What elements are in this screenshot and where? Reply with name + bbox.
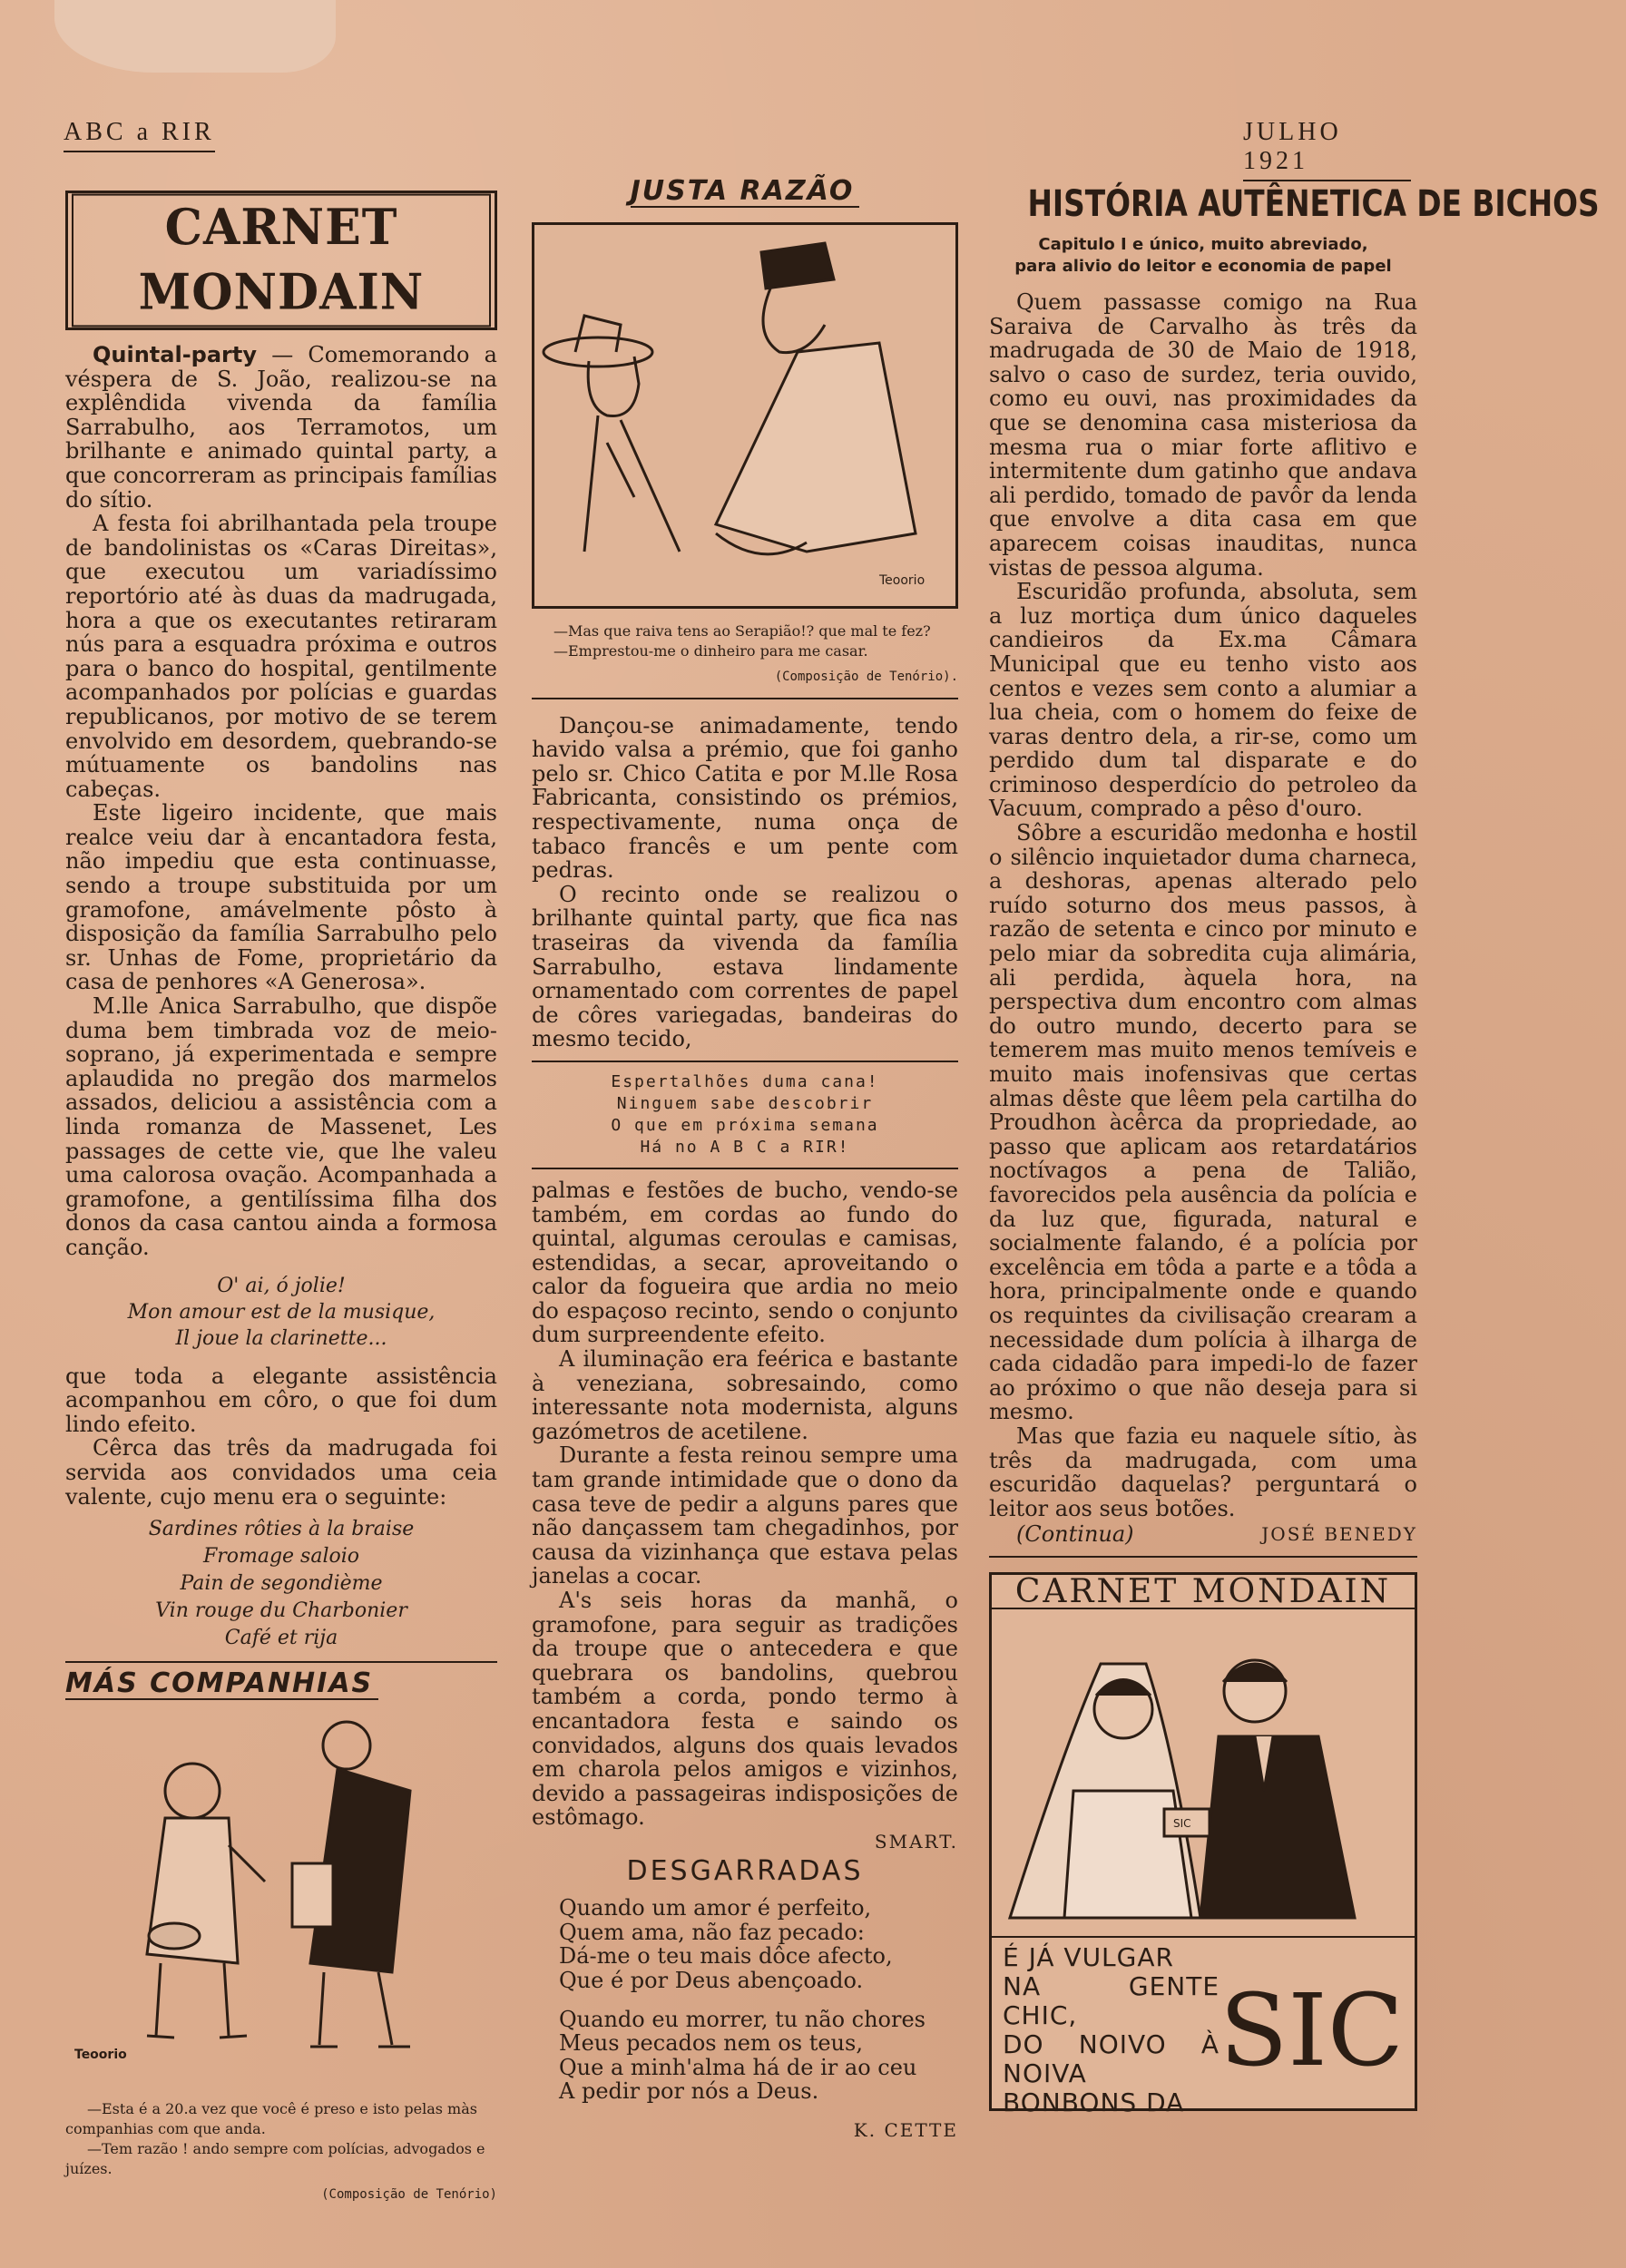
menu-item: Fromage saloio <box>202 1545 360 1569</box>
justa-razao-caption <box>532 621 958 687</box>
paragraph: M.lle Anica Sarrabulho, que dispõe duma bem timbrada voz de meio-soprano, já experimentada e sempre aplaudida no pregão dos marmelos assados, deliciou a assistência com a linda romanza de Massenet, Les passages de cette vie, que lhe valeu uma calorosa ovação. Acompanhada a gramofone, a gentilíssima filha dos donos da casa cantou ainda a formosa canção. <box>65 993 497 1260</box>
verse <box>65 1273 497 1352</box>
subtitle-line: para alivio do leitor e economia de papel <box>1014 257 1392 276</box>
subtitle-line: Capitulo I e único, muito abreviado, <box>1038 235 1368 254</box>
menu-item: Pain de segondième <box>180 1572 383 1596</box>
signature-smart: SMART. <box>874 1830 958 1853</box>
desgarradas-title: DESGARRADAS <box>626 1854 864 1887</box>
paragraph: Escuridão profunda, absoluta, sem a luz mortiça dum único daqueles candieiros da Ex.ma Câmara Municipal que eu tenho visto aos centos e vezes sem conto a alumiar a lua cheia, com o homem do feixe de varas dentro dela, a rir-se, como um perdido dum tal disparate e do criminoso desperdício do petroleo da Vacuum, comprado a pêso d'ouro. <box>989 579 1417 822</box>
justa-razao-cartoon <box>532 222 958 609</box>
verse-line: Il joue la clarinette... <box>175 1326 387 1350</box>
justa-razao-title: JUSTA RAZÃO <box>631 180 860 208</box>
divider <box>532 698 958 699</box>
paragraph: O recinto onde se realizou o brilhante quintal party, que fica nas traseiras da vivenda da família Sarrabulho, estava lindamente ornamentado com correntes de papel de côres variegadas, bandeiras do mesmo tecido, <box>532 881 958 1052</box>
cartoon-credit: (Composição de Tenório) <box>321 2186 497 2202</box>
ad-line: NA GENTE CHIC, <box>1003 1971 1220 2031</box>
carnet-mondain-masthead <box>65 191 497 330</box>
divider <box>989 1556 1417 1558</box>
ad-illustration <box>992 1609 1415 1938</box>
historia-footer <box>989 1522 1417 1547</box>
paragraph: Cêrca das três da madrugada foi servida aos convidados uma ceia valente, cujo menu era o seguinte: <box>65 1435 497 1510</box>
paragraph: Sôbre a escuridão medonha e hostil o silêncio inquietador duma charneca, a deshoras, apenas alterado pelo ruído soturno dos meus passos, à razão de setenta e cinco por minuto e pelo miar da sobredita cuja alimária, ali perdida, àquela hora, na perspectiva dum encontro com almas do outro mundo, decerto para se temerem mas muito menos temíveis e muito mais inofensivas que certas almas dêste que lêem pela cartilha do Proudhon àcêrca da propriedade, ao passo que aplicam aos retardatários noctívagos a pena de Talião, favorecidos pela ausência da polícia e da luz que, figurada, natural e socialmente falando, é a polícia por excelência em tôda a parte e a tôda a hora, principalmente onde e quando os requintes da civilisação crearam a necessidade dum polícia à ilharga de cada cidadão para impedi-lo de fazer ao próximo o que não deseja para si mesmo. <box>989 820 1417 1425</box>
mas-companhias-caption <box>65 2099 497 2204</box>
verse-line: Mon amour est de la musique, <box>127 1300 436 1324</box>
column-1 <box>65 191 497 2204</box>
paragraph: Este ligeiro incidente, que mais realce veiu dar à encantadora festa, não impediu que esta continuasse, sendo a troupe substituida por um gramofone, amávelmente pôsto à disposição da família Sarrabulho pelo sr. Unhas de Fome, proprietário da casa de penhores «A Generosa». <box>65 800 497 995</box>
paragraph: A iluminação era feérica e bastante à veneziana, sobresaindo, como interessante nota modernista, alguns gazómetros de acetilene. <box>532 1346 958 1444</box>
masthead-title: CARNET MONDAIN <box>72 194 491 327</box>
cartoon-signature: Teoorio <box>74 2047 127 2062</box>
column-2 <box>532 175 958 2142</box>
ad-line: É JÁ VULGAR <box>1003 1942 1174 1973</box>
paragraph <box>65 343 497 512</box>
cartoon-credit: (Composição de Tenório). <box>774 669 958 684</box>
mas-companhias-title: MÁS COMPANHIAS <box>65 1672 378 1700</box>
verse-line: Há no A B C a RIR! <box>640 1137 850 1157</box>
boxed-verse <box>532 1061 958 1169</box>
caption-line: —Esta é a 20.a vez que você é preso e isto pelas màs companhias com que anda. <box>65 2099 477 2137</box>
paragraph: Dançou-se animadamente, tendo havido valsa a prémio, que foi ganho pelo sr. Chico Catita e por M.lle Rosa Fabricanta, consistindo os prémios, respectivamente, numa onça de tabaco francês e um pente com pedras. <box>532 712 958 884</box>
historia-title: HISTÓRIA AUTÊNETICA DE BICHOS <box>1027 183 1600 225</box>
divider <box>65 1661 497 1663</box>
caption-line: —Tem razão ! ando sempre com polícias, advogados e juízes. <box>65 2139 485 2177</box>
cartoon-illustration <box>534 225 955 601</box>
verse-line: Dá-me o teu mais dôce afecto, <box>559 1943 893 1970</box>
ad-line: DO NOIVO À NOIVA <box>1003 2029 1220 2089</box>
verse-line: Quando eu morrer, tu não chores <box>559 2006 926 2032</box>
paragraph: Quem passasse comigo na Rua Saraiva de Carvalho às três da madrugada de 30 de Maio de 1918, salvo o caso de surdez, teria ouvido, como eu ouvi, nas proximidades da que se denomina casa misteriosa da mesma rua o miar forte aflitivo e intermitente dum gatinho que andava ali perdido, tomado de pavôr da lenda que envolve a dita casa em que aparecem coisas inauditas, nunca vistas de pessoa alguma. <box>989 289 1417 581</box>
menu-item: Vin rouge du Charbonier <box>155 1599 407 1623</box>
menu-list <box>65 1516 497 1652</box>
stanza <box>532 2008 958 2104</box>
paragraph: que toda a elegante assistência acompanhou em côro, o que foi dum lindo efeito. <box>65 1363 497 1437</box>
column-3 <box>989 181 1600 2118</box>
verse-line: A pedir por nós a Deus. <box>559 2078 819 2105</box>
running-header-right <box>1243 118 1411 181</box>
ad-lines <box>1003 1943 1220 2117</box>
ad-title: CARNET MONDAIN <box>992 1575 1415 1610</box>
ad-text <box>992 1938 1415 2123</box>
verse-line: Ninguem sabe descobrir <box>616 1093 874 1113</box>
historia-subtitle <box>989 234 1417 278</box>
box-label: SIC <box>1173 1817 1191 1831</box>
menu-item: Café et rija <box>224 1627 338 1650</box>
lead-label: Quintal-party <box>93 342 257 367</box>
paragraph: Durante a festa reinou sempre uma tam grande intimidade que o dono da casa teve de pedir a alguns pares que não dançassem tam chegadinhos, por causa da vizinhança que estava pelas janelas a cocar. <box>532 1442 958 1589</box>
stanza <box>532 1896 958 1992</box>
running-header-left <box>64 118 215 152</box>
verse-line: Que é por Deus abençoado. <box>559 1967 864 1993</box>
publication-name: ABC a RIR <box>64 118 215 146</box>
sic-advertisement <box>989 1572 1417 2118</box>
paragraph: palmas e festões de bucho, vendo-se também, em cordas ao fundo do quintal, algumas ceroulas e camisas, estendidas, a secar, aproveitando o calor da fogueira que ardia no meio do espaçoso recinto, sendo o conjunto dum surpreendente efeito. <box>532 1177 958 1348</box>
paragraph: Mas que fazia eu naquele sítio, às três da madrugada, com uma escuridão daquelas? perguntará o leitor aos seus botões. <box>989 1422 1417 1521</box>
cartoon-illustration <box>65 1709 497 2099</box>
continua-note: (Continua) <box>1016 1521 1134 1548</box>
verse-line: Quem ama, não faz pecado: <box>559 1919 865 1945</box>
signature-k-cette: K. CETTE <box>853 2118 958 2141</box>
verse-line: O' ai, ó jolie! <box>217 1274 346 1297</box>
verse-line: Espertalhões duma cana! <box>611 1071 879 1091</box>
paragraph: A's seis horas da manhã, o gramofone, para seguir as tradições da troupe que o antecedera e que quebrara os bandolins, quebrou também a corda, pondo termo à encantadora festa e saindo os convidados, alguns dos quais levados em charola pelos amigos e vizinhos, devido a passageiras indisposições de estômago. <box>532 1588 958 1831</box>
author-signature: JOSÉ BENEDY <box>1261 1523 1417 1546</box>
verse-line: Meus pecados nem os teus, <box>559 2030 863 2057</box>
caption-line: —Emprestou-me o dinheiro para me casar. <box>553 641 868 660</box>
sic-brand: SIC <box>1220 1972 1404 2089</box>
caption-line: —Mas que raiva tens ao Serapião!? que mal te fez? <box>553 621 931 640</box>
issue-date: JULHO 1921 <box>1243 118 1342 175</box>
verse-line: Quando um amor é perfeito, <box>559 1895 872 1921</box>
verse-line: O que em próxima semana <box>611 1115 879 1135</box>
verse-line: Que a minh'alma há de ir ao ceu <box>559 2054 917 2080</box>
bride-groom-illustration <box>992 1609 1415 1936</box>
menu-item: Sardines rôties à la braise <box>148 1518 415 1541</box>
paragraph: A festa foi abrilhantada pela troupe de bandolinistas os «Caras Direitas», que executou um variadíssimo reportório até às duas da madrugada, hora a que os executantes retiraram nús para a esquadra próxima e outros para o banco do hospital, gentilmente acompanhados por polícias e guardas republicanos, por motivo de se terem envolvido em desordem, quebrando-se mútuamente os bandolins nas cabeças. <box>65 511 497 802</box>
paragraph-text: — Comemorando a véspera de S. João, realizou-se na explêndida vivenda da família Sarrabulho, aos Terramotos, um brilhante e animado quintal party, a que concorreram as principais famílias do sítio. <box>65 342 497 513</box>
ad-line: BONBONS DA <box>1003 2087 1185 2118</box>
paper-tear <box>54 0 336 73</box>
mas-companhias-cartoon <box>65 1709 497 2099</box>
cartoon-signature: Teoorio <box>879 572 926 588</box>
